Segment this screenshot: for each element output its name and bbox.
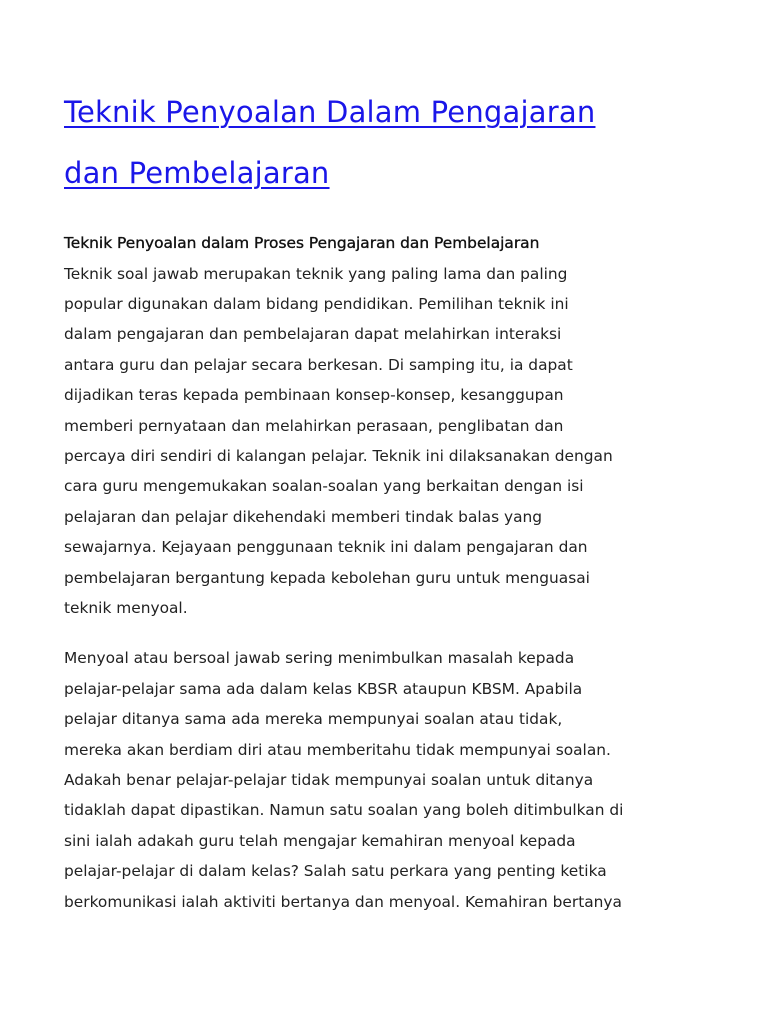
paragraph-line: dijadikan teras kepada pembinaan konsep-konsep, kesanggupan [64,386,564,405]
paragraph-line: cara guru mengemukakan soalan-soalan yang berkaitan dengan isi [64,477,584,496]
paragraph-line: dalam pengajaran dan pembelajaran dapat melahirkan interaksi [64,325,562,344]
paragraph-line: memberi pernyataan dan melahirkan perasaan, penglibatan dan [64,416,564,435]
paragraph-line: teknik menyoal. [64,598,188,617]
paragraph-line: sewajarnya. Kejayaan penggunaan teknik ini dalam pengajaran dan [64,538,588,557]
title-line-2[interactable]: dan Pembelajaran [64,156,330,190]
paragraph-line: popular digunakan dalam bidang pendidikan. Pemilihan teknik ini [64,294,569,313]
paragraph-line: Teknik soal jawab merupakan teknik yang paling lama dan paling [64,264,568,283]
paragraph-line: sini ialah adakah guru telah mengajar kemahiran menyoal kepada [64,831,576,850]
paragraph-line: pelajar ditanya sama ada mereka mempunyai soalan atau tidak, [64,710,563,729]
paragraph-line: pelajar-pelajar di dalam kelas? Salah satu perkara yang penting ketika [64,862,607,881]
paragraph-line: tidaklah dapat dipastikan. Namun satu soalan yang boleh ditimbulkan di [64,801,624,820]
document-title[interactable] [64,82,704,204]
paragraph-1 [64,259,704,624]
paragraph-line: berkomunikasi ialah aktiviti bertanya dan menyoal. Kemahiran bertanya [64,892,622,911]
paragraph-line: percaya diri sendiri di kalangan pelajar. Teknik ini dilaksanakan dengan [64,446,613,465]
paragraph-line: antara guru dan pelajar secara berkesan. Di samping itu, ia dapat [64,355,573,374]
paragraph-line: Menyoal atau bersoal jawab sering menimbulkan masalah kepada [64,649,575,668]
paragraph-line: pelajaran dan pelajar dikehendaki memberi tindak balas yang [64,507,543,526]
title-link[interactable] [64,82,704,204]
paragraph-2 [64,643,704,917]
title-line-1[interactable]: Teknik Penyoalan Dalam Pengajaran [64,95,596,129]
paragraph-line: mereka akan berdiam diri atau memberitahu tidak mempunyai soalan. [64,740,611,759]
document-page [64,82,704,917]
paragraph-line: pembelajaran bergantung kepada kebolehan guru untuk menguasai [64,568,590,587]
paragraph-line: Adakah benar pelajar-pelajar tidak mempunyai soalan untuk ditanya [64,771,594,789]
section-subheading: Teknik Penyoalan dalam Proses Pengajaran dan Pembelajaran [64,234,540,252]
paragraph-line: pelajar-pelajar sama ada dalam kelas KBSR ataupun KBSM. Apabila [64,679,583,698]
